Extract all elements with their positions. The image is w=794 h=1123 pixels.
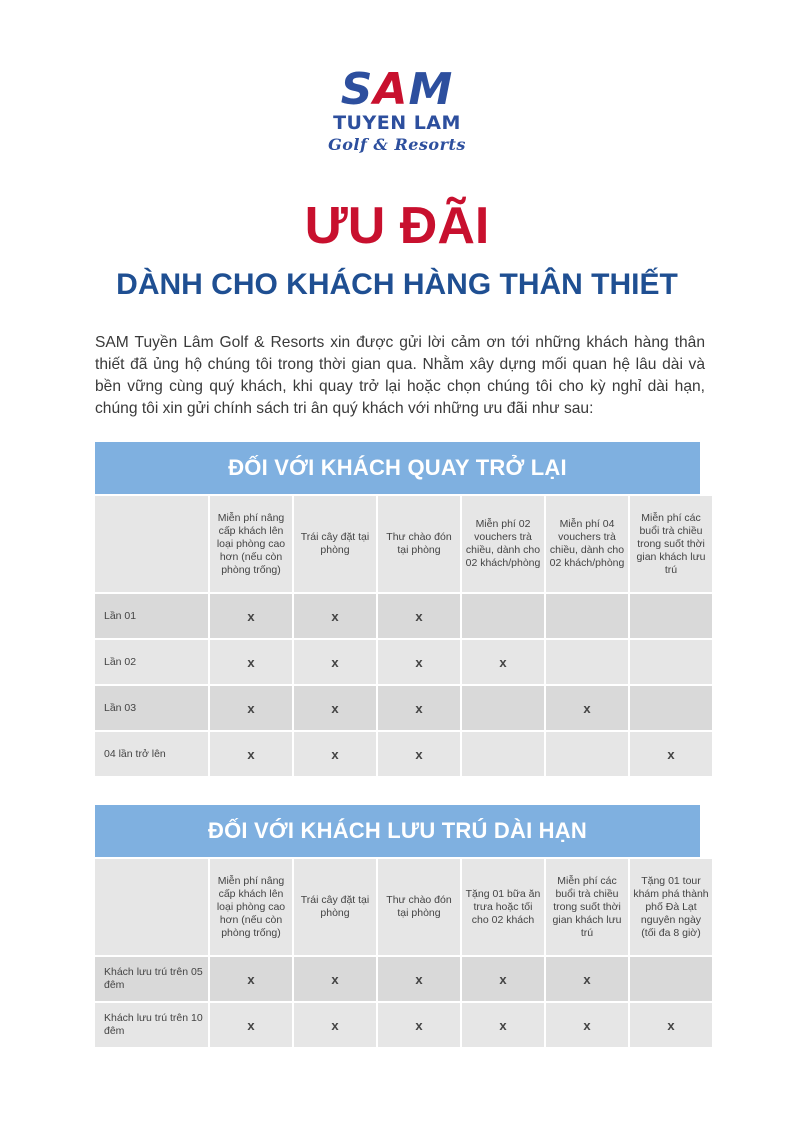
column-header: Tặng 01 tour khám phá thành phố Đà Lạt nguyên ngày (tối đa 8 giờ) [630, 859, 712, 955]
returning-guest-table-title: ĐỐI VỚI KHÁCH QUAY TRỞ LẠI [95, 442, 700, 494]
long-stay-grid [95, 857, 709, 1047]
benefit-mark: x [462, 957, 544, 1001]
benefit-mark [462, 686, 544, 730]
logo-tuyen-lam: TUYEN LAM [333, 112, 461, 134]
benefit-mark: x [294, 686, 376, 730]
benefit-mark: x [630, 732, 712, 776]
benefit-mark: x [210, 686, 292, 730]
long-stay-table [95, 805, 709, 1047]
benefit-mark [462, 594, 544, 638]
benefit-mark [630, 640, 712, 684]
benefit-mark: x [630, 1003, 712, 1047]
page-subtitle: DÀNH CHO KHÁCH HÀNG THÂN THIẾT [116, 268, 678, 301]
row-label: Lần 03 [95, 686, 208, 730]
benefit-mark: x [462, 1003, 544, 1047]
benefit-mark: x [294, 732, 376, 776]
benefit-mark: x [294, 594, 376, 638]
benefit-mark [546, 732, 628, 776]
benefit-mark [462, 732, 544, 776]
column-header: Trái cây đặt tại phòng [294, 496, 376, 592]
benefit-mark: x [210, 732, 292, 776]
returning-guest-table [95, 442, 706, 776]
benefit-mark: x [378, 686, 460, 730]
benefit-mark [630, 957, 712, 1001]
row-label: 04 lần trở lên [95, 732, 208, 776]
page-title: ƯU ĐÃI [304, 197, 490, 255]
benefit-mark: x [462, 640, 544, 684]
column-header: Miễn phí 04 vouchers trà chiều, dành cho 02 khách/phòng [546, 496, 628, 592]
benefit-mark: x [546, 1003, 628, 1047]
column-header: Miễn phí các buổi trà chiều trong suốt thời gian khách lưu trú [630, 496, 712, 592]
benefit-mark [630, 594, 712, 638]
benefit-mark [546, 640, 628, 684]
benefit-mark: x [546, 957, 628, 1001]
logo-sam: SAM [340, 64, 454, 115]
benefit-mark: x [210, 594, 292, 638]
benefit-mark: x [294, 957, 376, 1001]
column-header: Miễn phí các buổi trà chiều trong suốt thời gian khách lưu trú [546, 859, 628, 955]
row-label: Khách lưu trú trên 05 đêm [95, 957, 208, 1001]
row-label: Lần 02 [95, 640, 208, 684]
row-label: Khách lưu trú trên 10 đêm [95, 1003, 208, 1047]
benefit-mark: x [210, 957, 292, 1001]
column-header: Thư chào đón tại phòng [378, 859, 460, 955]
benefit-mark: x [378, 594, 460, 638]
header-blank-cell [95, 859, 208, 955]
column-header: Miễn phí nâng cấp khách lên loại phòng cao hơn (nếu còn phòng trống) [210, 496, 292, 592]
row-label: Lần 01 [95, 594, 208, 638]
benefit-mark: x [210, 640, 292, 684]
benefit-mark: x [378, 732, 460, 776]
benefit-mark [630, 686, 712, 730]
header-blank-cell [95, 496, 208, 592]
long-stay-table-title: ĐỐI VỚI KHÁCH LƯU TRÚ DÀI HẠN [95, 805, 700, 857]
benefit-mark: x [294, 1003, 376, 1047]
returning-guest-grid [95, 494, 706, 776]
logo-golf-resorts: Golf & Resorts [328, 135, 466, 154]
column-header: Miễn phí nâng cấp khách lên loại phòng cao hơn (nếu còn phòng trống) [210, 859, 292, 955]
column-header: Tặng 01 bữa ăn trưa hoặc tối cho 02 khách [462, 859, 544, 955]
intro-paragraph [95, 332, 705, 420]
benefit-mark: x [378, 640, 460, 684]
benefit-mark: x [546, 686, 628, 730]
benefit-mark: x [378, 957, 460, 1001]
benefit-mark [546, 594, 628, 638]
column-header: Trái cây đặt tại phòng [294, 859, 376, 955]
benefit-mark: x [294, 640, 376, 684]
column-header: Thư chào đón tại phòng [378, 496, 460, 592]
benefit-mark: x [210, 1003, 292, 1047]
benefit-mark: x [378, 1003, 460, 1047]
column-header: Miễn phí 02 vouchers trà chiều, dành cho 02 khách/phòng [462, 496, 544, 592]
intro-text: SAM Tuyền Lâm Golf & Resorts xin được gửi lời cảm ơn tới những khách hàng thân thiết đã ủng hộ chúng tôi trong thời gian qua. Nhằm xây dựng mối quan hệ lâu dài và bền vững cùng quý khách, khi quay trở lại hoặc chọn chúng tôi cho kỳ nghỉ dài hạn, chúng tôi xin gửi chính sách tri ân quý khách với những ưu đãi như sau: [95, 334, 705, 417]
logo [0, 64, 794, 156]
